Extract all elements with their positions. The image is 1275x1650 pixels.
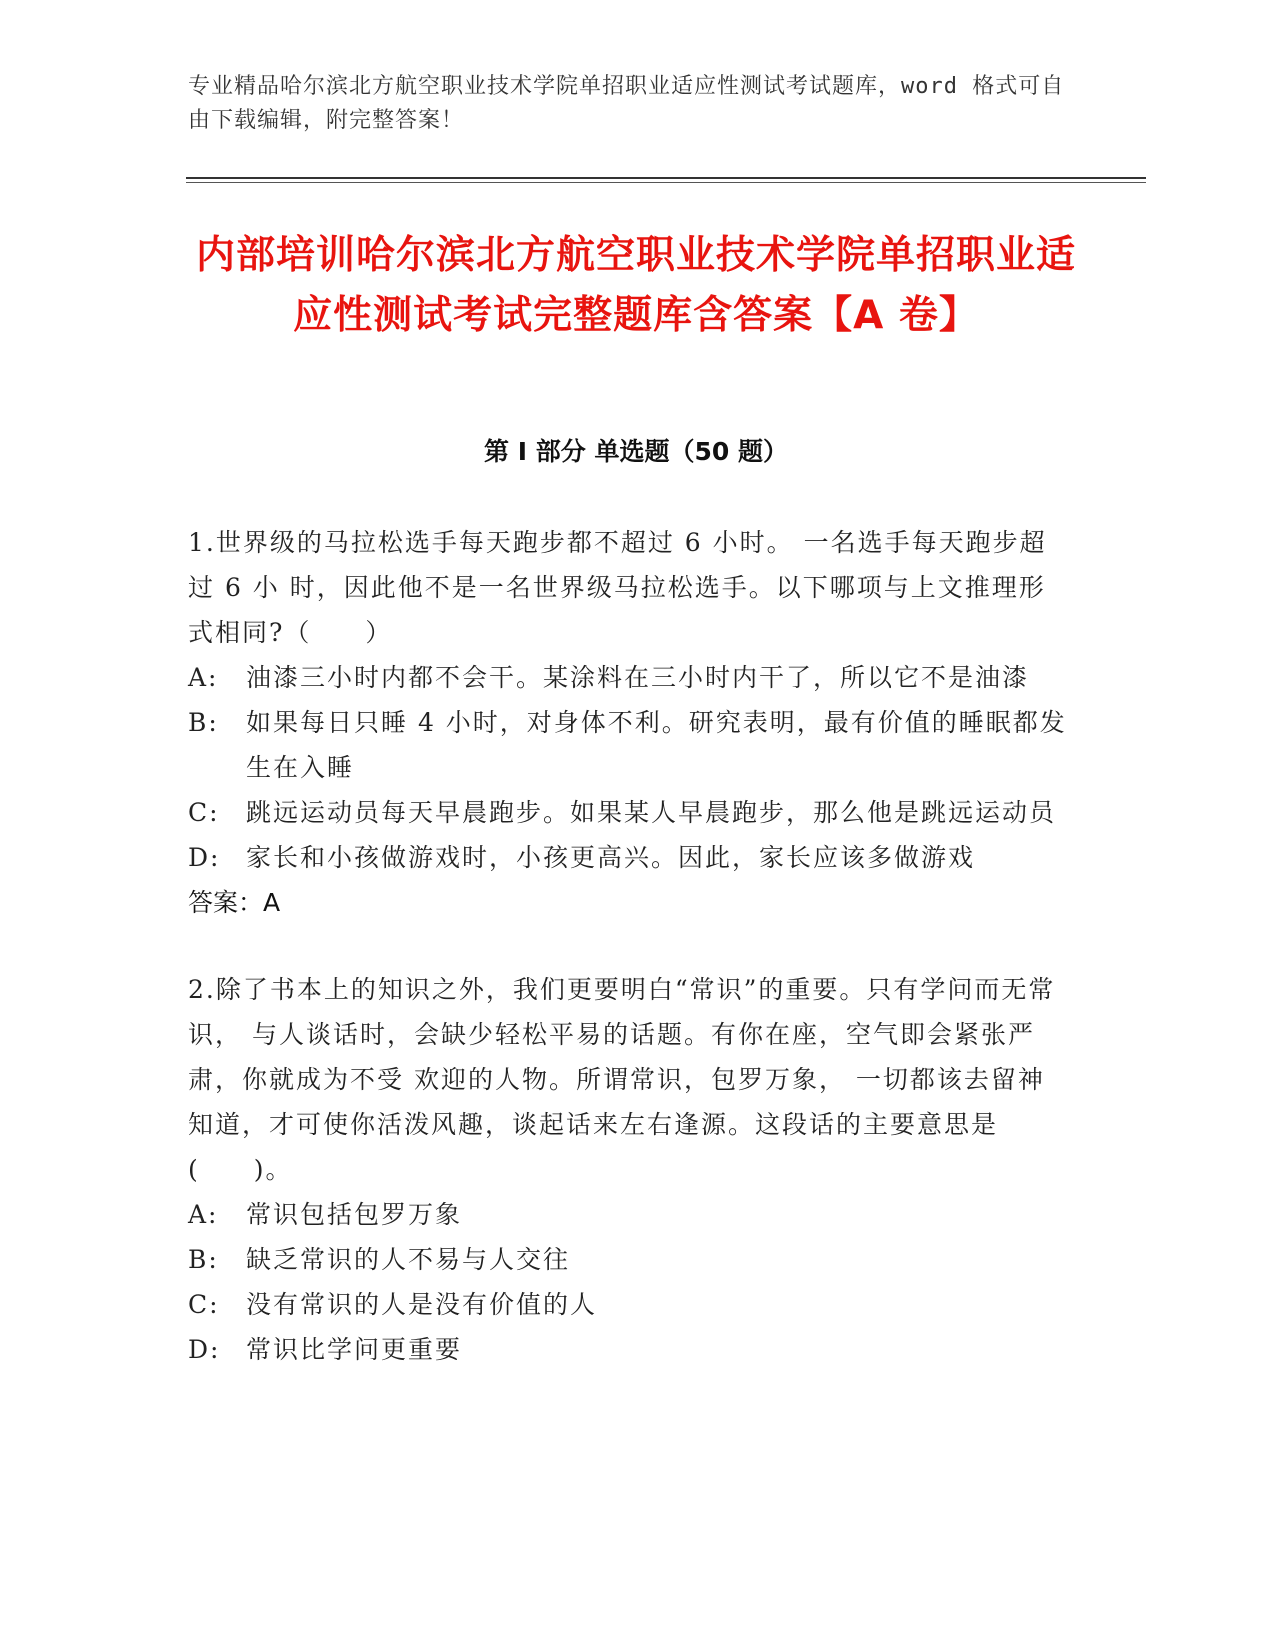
option-letter: A:: [188, 663, 219, 692]
option-text: 跳远运动员每天早晨跑步。如果某人早晨跑步，那么他是跳远运动员: [246, 798, 1057, 827]
option-a: [188, 1192, 1068, 1237]
question-stem: 1.世界级的马拉松选手每天跑步都不超过 6 小时。 一名选手每天跑步超过 6 小 时，因此他不是一名世界级马拉松选手。以下哪项与上文推理形式相同?（ ）: [188, 528, 1047, 647]
option-b: [188, 700, 1068, 790]
question-2: [188, 967, 1068, 1372]
option-a: [188, 655, 1068, 700]
section-heading: 第 I 部分 单选题（50 题）: [484, 437, 788, 466]
document-title: 内部培训哈尔滨北方航空职业技术学院单招职业适应性测试考试完整题库含答案【A 卷】: [195, 233, 1076, 338]
option-letter: C:: [188, 1290, 220, 1319]
option-c: [188, 790, 1068, 835]
option-letter: C:: [188, 798, 220, 827]
option-text: 常识比学问更重要: [246, 1335, 463, 1364]
header-divider-thick: [186, 177, 1146, 179]
option-b: [188, 1237, 1068, 1282]
option-text: 没有常识的人是没有价值的人: [246, 1290, 598, 1319]
option-letter: D:: [188, 843, 221, 872]
option-letter: A:: [188, 1200, 219, 1229]
question-1: [188, 520, 1068, 925]
option-text: 家长和小孩做游戏时，小孩更高兴。因此，家长应该多做游戏: [246, 843, 976, 872]
option-letter: B:: [188, 1245, 219, 1274]
header-divider-thin: [186, 182, 1146, 183]
option-letter: D:: [188, 1335, 221, 1364]
option-text: 如果每日只睡 4 小时，对身体不利。研究表明，最有价值的睡眠都发生在入睡: [246, 708, 1067, 782]
option-text: 常识包括包罗万象: [246, 1200, 463, 1229]
option-text: 油漆三小时内都不会干。某涂料在三小时内干了，所以它不是油漆: [246, 663, 1030, 692]
header-note: 专业精品哈尔滨北方航空职业技术学院单招职业适应性测试考试题库，word 格式可自由下载编辑，附完整答案！: [188, 74, 1065, 133]
question-list: [188, 520, 1068, 1414]
option-d: [188, 1327, 1068, 1372]
option-letter: B:: [188, 708, 219, 737]
question-stem: 2.除了书本上的知识之外，我们更要明白“常识”的重要。只有学问而无常识， 与人谈话时，会缺少轻松平易的话题。有你在座，空气即会紧张严肃，你就成为不受 欢迎的人物。所谓常识，包罗万象， 一切都该去留神知道，才可使你活泼风趣，谈起话来左右逢源。这段话的主要意思是( )。: [188, 975, 1056, 1184]
option-c: [188, 1282, 1068, 1327]
option-d: [188, 835, 1068, 880]
answer-label: 答案：A: [188, 888, 281, 917]
option-text: 缺乏常识的人不易与人交往: [246, 1245, 571, 1274]
